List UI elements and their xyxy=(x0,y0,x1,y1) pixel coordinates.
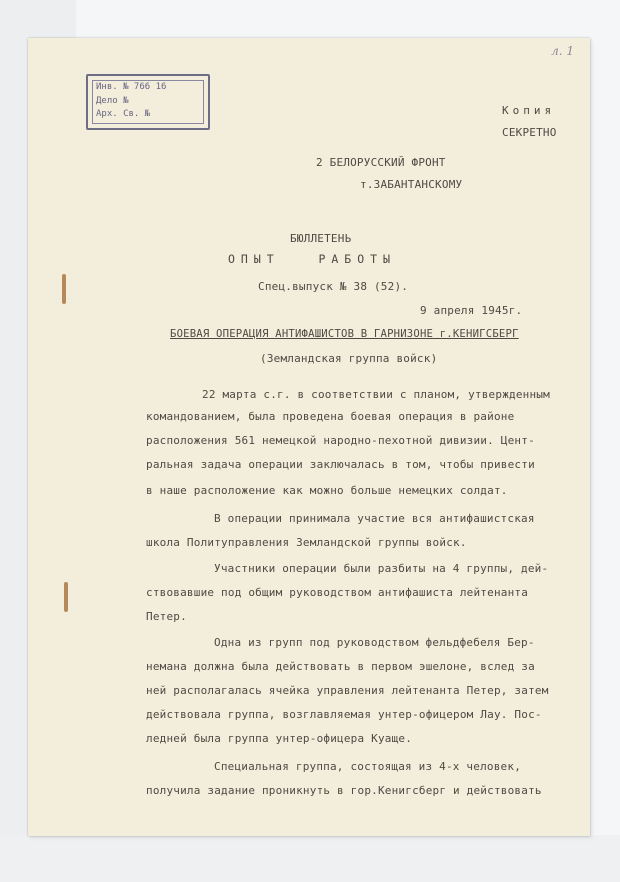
copy-label: Копия xyxy=(502,104,556,117)
staple-top xyxy=(62,274,66,304)
body-line: расположения 561 немецкой народно-пехотной дивизии. Цент- xyxy=(146,434,535,447)
staple-bottom xyxy=(64,582,68,612)
stamp-file: Дело № xyxy=(96,96,129,106)
bulletin-issue: Спец.выпуск № 38 (52). xyxy=(258,280,409,293)
body-line: в наше расположение как можно больше немецких солдат. xyxy=(146,484,508,497)
body-line: Одна из групп под руководством фельдфебеля Бер- xyxy=(214,636,535,649)
body-line: действовала группа, возглавляемая унтер-офицером Лау. Пос- xyxy=(146,708,542,721)
bulletin-title: ОПЫТ РАБОТЫ xyxy=(228,252,397,266)
background-bottom xyxy=(0,835,620,882)
body-line: Петер. xyxy=(146,610,187,623)
body-line: ледней была группа унтер-офицера Куаще. xyxy=(146,732,413,745)
body-line: ней располагалась ячейка управления лейтенанта Петер, затем xyxy=(146,684,549,697)
document-page xyxy=(28,38,590,836)
bulletin-label: БЮЛЛЕТЕНЬ xyxy=(290,232,352,245)
addressee: т.ЗАБАНТАНСКОМУ xyxy=(360,178,463,191)
secret-label: СЕКРЕТНО xyxy=(502,126,557,139)
handwritten-page-number: л. 1 xyxy=(551,44,574,58)
body-line: получила задание проникнуть в гор.Кенигсберг и действовать xyxy=(146,784,542,797)
body-line: 22 марта с.г. в соответствии с планом, утвержденным xyxy=(202,388,550,401)
stamp-archive: Арх. Св. № xyxy=(96,109,151,119)
bulletin-heading: БОЕВАЯ ОПЕРАЦИЯ АНТИФАШИСТОВ В ГАРНИЗОНЕ г.КЕНИГСБЕРГ xyxy=(170,328,519,340)
body-line: В операции принимала участие вся антифашистская xyxy=(214,512,535,525)
body-line: Специальная группа, состоящая из 4-х человек, xyxy=(214,760,522,773)
body-line: ствовавшие под общим руководством антифашиста лейтенанта xyxy=(146,586,529,599)
front-name: 2 БЕЛОРУССКИЙ ФРОНТ xyxy=(316,156,446,169)
stamp-inventory: Инв. № 766 16 xyxy=(96,82,167,92)
body-line: немана должна была действовать в первом эшелоне, вслед за xyxy=(146,660,535,673)
body-line: Участники операции были разбиты на 4 группы, дей- xyxy=(214,562,549,575)
body-line: ральная задача операции заключалась в том, чтобы привести xyxy=(146,458,535,471)
bulletin-date: 9 апреля 1945г. xyxy=(420,304,523,317)
bulletin-subheading: (Земландская группа войск) xyxy=(260,352,438,365)
body-line: командованием, была проведена боевая операция в районе xyxy=(146,410,515,423)
body-line: школа Политуправления Земландской группы войск. xyxy=(146,536,467,549)
archive-stamp xyxy=(86,74,210,130)
